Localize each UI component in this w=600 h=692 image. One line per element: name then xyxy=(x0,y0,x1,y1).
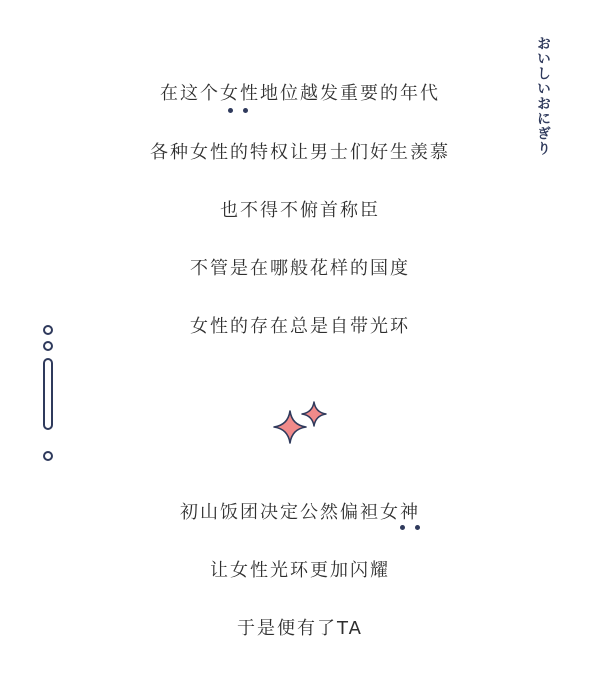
dot-icon xyxy=(415,525,420,530)
ring-icon xyxy=(43,325,53,335)
poem-line-8: 于是便有了TA xyxy=(237,618,363,639)
ring-icon xyxy=(43,451,53,461)
sparkle-icon xyxy=(300,400,328,428)
ring-icon xyxy=(43,341,53,351)
poem-line-1: 在这个女性地位越发重要的年代 xyxy=(160,83,440,104)
poem-line-3: 也不得不俯首称臣 xyxy=(220,200,380,221)
poem-line-5: 女性的存在总是自带光环 xyxy=(190,316,410,337)
dot-icon xyxy=(400,525,405,530)
poem-line-7: 让女性光环更加闪耀 xyxy=(210,560,390,581)
poem-line-6: 初山饭团决定公然偏袒女神 xyxy=(180,502,420,523)
pill-icon xyxy=(43,358,53,430)
dot-icon xyxy=(228,108,233,113)
poem-line-2: 各种女性的特权让男士们好生羡慕 xyxy=(150,142,450,163)
brand-vertical-text: おいしいおにぎり xyxy=(535,36,551,156)
poem-line-4: 不管是在哪般花样的国度 xyxy=(190,258,410,279)
dot-icon xyxy=(243,108,248,113)
